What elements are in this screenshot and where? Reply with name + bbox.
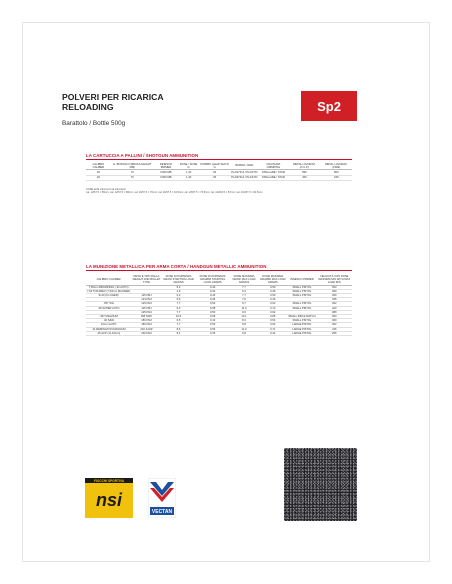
- table-cell: 0,72: [258, 306, 287, 310]
- handgun-section-title: LA MUNIZIONE METALLICA PER ARMA CORTA / HANDGUN METALLIC AMMUNITION: [86, 264, 267, 269]
- table-cell: 7,7: [230, 285, 258, 289]
- table-cell: LARGE PISTOL: [287, 327, 316, 331]
- table-cell: 125 FMJ: [131, 310, 161, 314]
- table-cell: 453: [317, 285, 352, 289]
- table-cell: .45 ACP (11,43mm): [86, 331, 131, 335]
- table-cell: 6,5: [162, 319, 196, 323]
- table-cell: 0,50: [195, 302, 229, 306]
- table-cell: 0,58: [195, 306, 229, 310]
- table-row: [86, 331, 352, 335]
- table-cell: 9,6: [230, 310, 258, 314]
- handgun-header-cell: DOSE MASSIMA GRANI MAX LOAD GRAINS: [230, 274, 258, 285]
- nsi-logo-bar: FIOCCHI SPORTIVA: [85, 478, 133, 483]
- title-line-1: POLVERI PER RICARICA: [62, 92, 164, 102]
- shotgun-section-title: LA CARTUCCIA A PALLINI / SHOTGUN AMMUNITION: [86, 153, 199, 158]
- table-cell: SMALL PISTOL: [287, 306, 316, 310]
- table-cell: 402: [317, 302, 352, 306]
- shotgun-header-cell: PIOMBO (LEAD SHOT) G: [200, 162, 229, 169]
- shotgun-section-rule: [86, 159, 352, 160]
- table-cell: 1,40: [178, 170, 199, 175]
- table-cell: 5,4: [230, 289, 258, 293]
- table-cell: 7,65mm BROWNING (.32 AUTO): [86, 285, 131, 289]
- table-cell: 9x19 (9 LUGER): [86, 294, 131, 298]
- handgun-header-row: [86, 274, 352, 285]
- table-cell: 0,35: [195, 331, 229, 335]
- table-cell: F009 MB: [154, 170, 178, 175]
- table-cell: 8,3: [230, 319, 258, 323]
- shotgun-notes: [86, 188, 352, 195]
- table-cell: 256: [317, 331, 352, 335]
- table-cell: STELLARE / STAR: [259, 170, 289, 175]
- table-cell: 460: [288, 175, 321, 180]
- table-cell: 0,44: [258, 331, 287, 335]
- shotgun-header-cell: METAL LAVORAZ. (FIRE): [321, 162, 352, 170]
- table-cell: 7,7: [162, 310, 196, 314]
- table-cell: SMALL PISTOL: [287, 289, 316, 293]
- table-cell: 346: [317, 327, 352, 331]
- table-cell: 7,7: [230, 294, 258, 298]
- handgun-header-cell: DOSE DI PARTENZA GRANI STARTING LOAD GRAINS: [163, 274, 194, 284]
- shotgun-header-cell: CHIUSURA CRIMPING: [259, 162, 289, 170]
- table-cell: 180 FMJ: [131, 323, 161, 327]
- table-cell: 9,0: [162, 306, 196, 310]
- vectan-logo-graphic: [148, 478, 176, 518]
- table-cell: STELLARE / STAR: [259, 175, 289, 180]
- table-cell: 309: [317, 319, 352, 323]
- table-cell: 10,5: [162, 315, 196, 319]
- table-cell: 360: [317, 294, 352, 298]
- table-cell: 0,36: [195, 298, 229, 302]
- table-cell: 11,0: [230, 306, 258, 310]
- table-cell: 389: [317, 310, 352, 314]
- handgun-header-cell: VELOCITÀ CON DOSE MASSIMA M/S WITH MAX LOAD M/S: [318, 274, 351, 284]
- table-cell: PLASTICA / PLASTIC: [231, 176, 258, 180]
- table-cell: 0,71: [258, 327, 287, 331]
- table-cell: 1,40: [178, 175, 199, 180]
- table-cell: 0,68: [195, 315, 229, 319]
- table-cell: 420: [317, 306, 352, 310]
- table-cell: 7,7: [162, 302, 196, 306]
- handgun-header-cell: DOSE DI PARTENZA GRAMMI STARTING LOAD GRAMS: [195, 274, 229, 285]
- table-cell: 240 SJHP: [131, 327, 161, 331]
- table-cell: 390: [317, 289, 352, 293]
- table-cell: 0,50: [195, 310, 229, 314]
- table-cell: 0,45: [258, 298, 287, 302]
- shotgun-header-cell: CALIBRO CALIBER: [86, 162, 111, 170]
- product-code-badge: Sp2: [301, 91, 357, 121]
- table-cell: .40 S&W: [86, 319, 131, 323]
- table-cell: 11,0: [230, 327, 258, 331]
- table-cell: 0,63: [258, 302, 287, 306]
- handgun-header-cell: DOSE MASSIMA GRAMMI MAX LOAD GRAMS: [259, 274, 286, 284]
- table-cell: 13,1: [230, 315, 258, 319]
- table-cell: 115 FMJ: [131, 294, 161, 298]
- table-cell: LARGE PISTOL: [287, 331, 316, 335]
- shotgun-table: [86, 162, 352, 181]
- shotgun-header-cell: METAL LAVORAZ. (C.U.P.): [288, 162, 321, 170]
- table-cell: SMALL PISTOL: [287, 302, 316, 306]
- table-cell: 20: [86, 175, 111, 180]
- table-cell: LARGE PISTOL: [287, 323, 316, 327]
- table-cell: 394: [317, 315, 352, 319]
- table-cell: 0,56: [195, 327, 229, 331]
- shotgun-header-cell: H. BOSSOLO (BRASS HEIGHT MM): [111, 162, 154, 170]
- table-cell: 5,4: [162, 331, 196, 335]
- table-cell: 7,0: [230, 298, 258, 302]
- handgun-table: [86, 274, 352, 336]
- table-cell: 125 FMJ: [131, 302, 161, 306]
- table-cell: 115 FMJ: [131, 306, 161, 310]
- product-title: [62, 92, 164, 112]
- table-cell: 6,2: [162, 285, 196, 289]
- table-cell: F009 MB: [154, 175, 178, 180]
- table-cell: 0,50: [258, 294, 287, 298]
- table-cell: 590: [288, 170, 321, 175]
- nsi-logo: [85, 478, 133, 518]
- table-cell: .38 SUPER AUTO: [86, 306, 131, 310]
- table-cell: 0,50: [258, 285, 287, 289]
- table-cell: 158 SWC: [131, 315, 161, 319]
- note-line: CODE della colonna 6 da intendersi: [86, 188, 126, 191]
- handgun-header-cell: INNESCO PRIMER: [287, 274, 316, 285]
- note-line: cal. 12/67,5 = 58mm; cal. 12/67,5 = 68mm; cal. 20/67,5 = 70mm; cal. 20/67,5 = 64,5mm; cal. 28/67,5 = 70,5mm; cal. 410/63,5 = 57mm; cal. 410/67,5 = 60,5mm: [86, 191, 263, 195]
- table-cell: SMALL PISTOL: [287, 294, 316, 298]
- table-cell: 6,8: [230, 331, 258, 335]
- shotgun-header-cell: BORRA / WAD: [230, 162, 258, 170]
- table-cell: 362: [317, 323, 352, 327]
- table-cell: PLASTICA / PLASTIC: [231, 170, 258, 174]
- table-cell: .357 SIG: [86, 302, 131, 306]
- table-cell: .44 REMINGTON MAGNUM: [86, 327, 131, 331]
- table-cell: 0,64: [258, 323, 287, 327]
- vectan-logo: [148, 478, 176, 518]
- table-cell: 4,9: [162, 289, 196, 293]
- shotgun-header-cell: INNESCO PRIMER: [154, 162, 178, 170]
- table-cell: 625: [321, 175, 352, 180]
- table-cell: 0,40: [195, 285, 229, 289]
- table-cell: 7,7: [162, 323, 196, 327]
- table-row: [86, 175, 352, 180]
- table-cell: 7,62 TOKAREV (7,63mm MAUSER): [87, 289, 131, 293]
- handgun-table-body: [86, 285, 352, 335]
- table-cell: 8,6: [162, 327, 196, 331]
- table-cell: 230 FMJ: [131, 331, 161, 335]
- table-cell: 70: [111, 170, 154, 175]
- table-cell: 0,62: [258, 310, 287, 314]
- table-cell: 9,7: [230, 302, 258, 306]
- table-cell: 0,32: [195, 289, 229, 293]
- table-cell: 345: [317, 298, 352, 302]
- handgun-section-rule: [86, 270, 352, 271]
- table-cell: 6,2: [162, 294, 196, 298]
- table-cell: 9,8: [230, 323, 258, 327]
- table-cell: 0,42: [195, 319, 229, 323]
- table-cell: 0,35: [258, 289, 287, 293]
- powder-grain-photo: [284, 448, 357, 521]
- table-cell: 26: [199, 170, 230, 175]
- table-cell: .357 MAGNUM: [86, 315, 131, 319]
- title-line-2: RELOADING: [62, 102, 114, 112]
- table-cell: 5,6: [162, 298, 196, 302]
- table-cell: SMALL RIFLE MATCH: [288, 315, 316, 319]
- table-cell: SMALL PISTOL: [287, 319, 316, 323]
- table-cell: 800: [321, 170, 352, 175]
- shotgun-header-cell: DOSE / DOSE G: [179, 162, 198, 169]
- shotgun-header-row: [86, 162, 352, 170]
- table-cell: 0,54: [258, 319, 287, 323]
- handgun-header-cell: CALIBRO CALIBER: [86, 274, 131, 285]
- vectan-logo-text: VECTAN: [151, 509, 173, 515]
- table-cell: 20: [86, 170, 111, 175]
- table-cell: SMALL PISTOL: [287, 285, 316, 289]
- table-cell: 0,50: [195, 323, 229, 327]
- table-cell: 0,85: [258, 315, 287, 319]
- table-cell: 180 FMJ: [131, 319, 161, 323]
- table-cell: 124 FMJ: [131, 298, 161, 302]
- product-subtitle: Barattolo / Bottle 500g: [62, 120, 126, 127]
- table-cell: 10mm AUTO: [86, 323, 131, 327]
- nsi-logo-mark: nsi: [85, 483, 133, 518]
- table-cell: 70: [111, 175, 154, 180]
- table-cell: 0,40: [195, 294, 229, 298]
- handgun-header-cell: PESO E TIPO PALLA WEIGHT AND BULLET TYPE: [132, 274, 161, 284]
- table-cell: 25: [199, 175, 230, 180]
